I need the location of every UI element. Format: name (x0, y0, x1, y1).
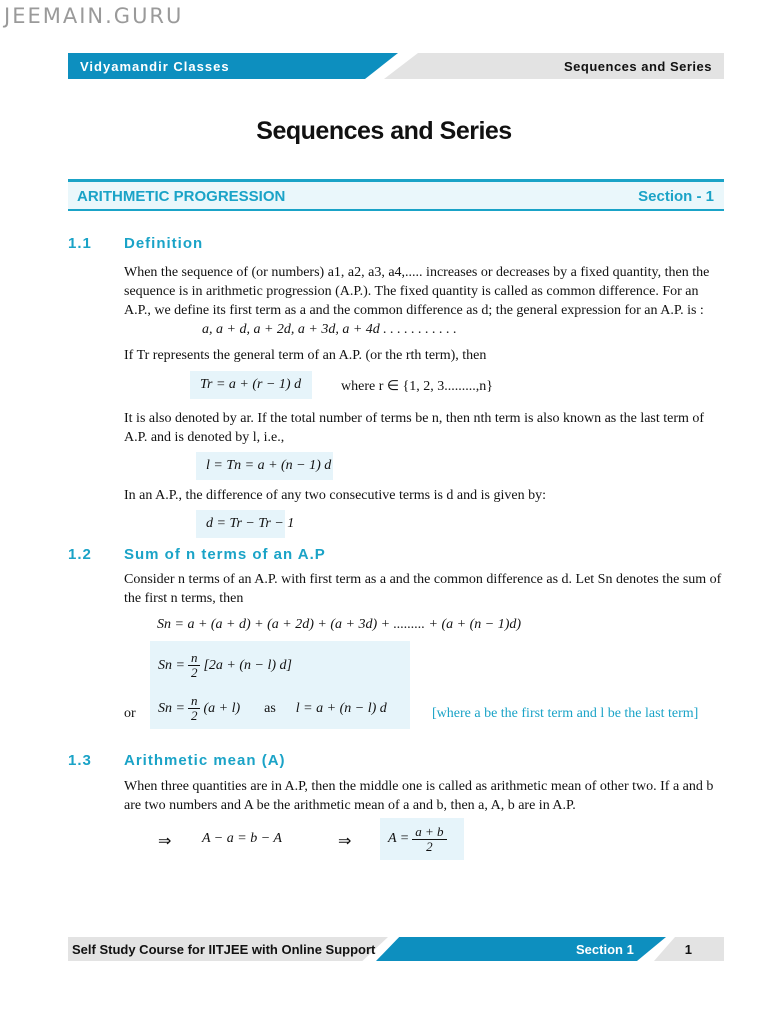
sum-formula-1-lhs: Sn = (158, 657, 185, 673)
footer-course: Self Study Course for IITJEE with Online Support (72, 942, 376, 957)
fraction (188, 694, 201, 723)
sum-expansion-formula: Sn = a + (a + d) + (a + 2d) + (a + 3d) + ......... + (a + (n − 1)d) (157, 617, 522, 632)
fraction-denominator: 2 (426, 838, 433, 854)
subsection-number: 1.2 (68, 546, 92, 563)
mean-formula-box (380, 818, 464, 860)
watermark: JEEMAIN.GURU (4, 4, 184, 28)
header-brand: Vidyamandir Classes (80, 59, 230, 74)
page-header (68, 53, 724, 79)
sum-intro-paragraph: Consider n terms of an A.P. with first term as a and the common difference as d. Let Sn denotes the sum of the first n terms, then (124, 572, 722, 606)
subsection-title: Definition (124, 235, 204, 252)
or-word: or (124, 706, 136, 721)
common-difference-formula-box: d = Tr − Tr − 1 (196, 510, 285, 538)
subsection-number: 1.1 (68, 235, 92, 252)
fraction-numerator: a + b (412, 825, 446, 840)
definition-paragraph: When the sequence of (or numbers) a1, a2, a3, a4,..... increases or decreases by a fixed quantity, then the sequence is in arithmetic progression (A.P.). The fixed quantity is called as common difference. For an A.P., we define its first term as a and the common difference as d; the general expression for an A.P. is : (124, 265, 710, 318)
as-word: as (264, 700, 276, 716)
arithmetic-mean-paragraph: When three quantities are in A.P, then the middle one is called as arithmetic mean of other two. If a and b are two numbers and A be the arithmetic mean of a and b, then a, A, b are in A.P. (124, 779, 714, 813)
common-difference-paragraph: In an A.P., the difference of any two consecutive terms is d and is given by: (124, 488, 546, 503)
fraction-denominator: 2 (190, 708, 198, 723)
last-term-relation: l = a + (n − l) d (295, 700, 387, 716)
implies-symbol: ⇒ (158, 833, 172, 850)
section-bar-title: ARITHMETIC PROGRESSION (77, 188, 286, 205)
sum-formula-2-lhs: Sn = (158, 700, 185, 716)
ap-general-series: a, a + d, a + 2d, a + 3d, a + 4d . . . . . . . . . . . (202, 322, 457, 337)
section-bar-number: Section - 1 (638, 188, 714, 205)
section-bar (68, 179, 724, 211)
sum-formula-2 (158, 694, 387, 723)
implies-symbol: ⇒ (338, 833, 352, 850)
sum-formula-box (150, 641, 410, 729)
mean-equation-1: A − a = b − A (202, 831, 282, 846)
general-term-paragraph: If Tr represents the general term of an A.P. (or the rth term), then (124, 348, 487, 363)
last-term-formula-box: l = Tn = a + (n − 1) d (196, 452, 333, 480)
sum-formula-2-rhs: (a + l) (203, 700, 241, 716)
sum-formula-note: [where a be the first term and l be the last term] (432, 706, 699, 721)
subsection-title: Arithmetic mean (A) (124, 752, 286, 769)
subsection-number: 1.3 (68, 752, 92, 769)
fraction-denominator: 2 (190, 665, 198, 680)
sum-formula-1-rhs: [2a + (n − l) d] (203, 657, 292, 673)
header-chapter: Sequences and Series (563, 59, 712, 74)
fraction-numerator: n (188, 651, 201, 666)
subsection-title: Sum of n terms of an A.P (124, 546, 326, 563)
page-number: 1 (684, 942, 692, 957)
fraction (412, 825, 446, 854)
page-footer (68, 937, 724, 961)
fraction-numerator: n (188, 694, 201, 709)
page-title: Sequences and Series (256, 117, 512, 145)
fraction (188, 651, 201, 680)
sum-formula-1 (158, 651, 292, 680)
mean-formula-lhs: A = (388, 831, 410, 846)
term-index-range: where r ∈ {1, 2, 3.........,n} (341, 379, 493, 394)
last-term-paragraph: It is also denoted by ar. If the total number of terms be n, then nth term is also known as the last term of A.P. and is denoted by l, i.e., (124, 411, 705, 445)
footer-section: Section 1 (576, 942, 634, 957)
general-term-formula-box: Tr = a + (r − 1) d (190, 371, 312, 399)
